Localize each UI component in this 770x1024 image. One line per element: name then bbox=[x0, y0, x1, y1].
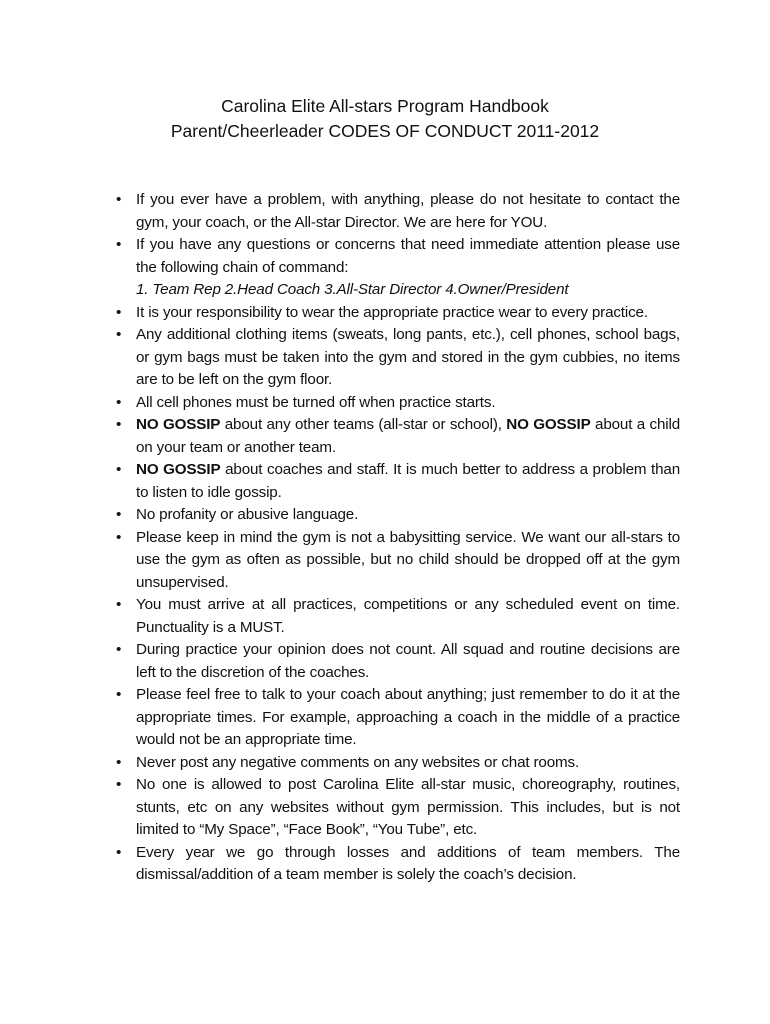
rule-text: It is your responsibility to wear the appropriate practice wear to every practice. bbox=[136, 303, 648, 321]
bullet-icon: • bbox=[116, 303, 122, 321]
rule-text: No one is allowed to post Carolina Elite all-star music, choreography, routines, stunts, etc on any websites without gym permission. This includes, but is not limited to “My Space”, “Face Book”, “You Tube”, etc. bbox=[136, 776, 680, 838]
rule-talk-to-coach bbox=[116, 684, 680, 752]
rule-team-changes bbox=[116, 842, 680, 887]
rule-text: Any additional clothing items (sweats, long pants, etc.), cell phones, school bags, or gym bags must be taken into the gym and stored in the gym cubbies, no items are to be left on the gym floor. bbox=[136, 326, 680, 388]
rule-practice-wear bbox=[116, 302, 680, 325]
rule-not-babysitting bbox=[116, 527, 680, 595]
bullet-icon: • bbox=[116, 641, 122, 658]
rule-text: No profanity or abusive language. bbox=[136, 506, 359, 523]
rule-chain-of-command bbox=[116, 234, 680, 302]
rule-text: Please feel free to talk to your coach about anything; just remember to do it at the appropriate times. For example, approaching a coach in the middle of a practice would not be an appropriate time. bbox=[136, 686, 680, 748]
conduct-rules-list bbox=[0, 189, 770, 887]
rule-text: Please keep in mind the gym is not a babysitting service. We want our all-stars to use the gym as often as possible, but no child should be dropped off at the gym unsupervised. bbox=[136, 528, 680, 591]
bullet-icon: • bbox=[116, 506, 122, 523]
rule-no-profanity bbox=[116, 504, 680, 527]
bullet-icon: • bbox=[116, 686, 122, 703]
rule-no-gossip-teams bbox=[116, 414, 681, 459]
rule-clothing-items bbox=[116, 324, 680, 392]
rule-text: about a child on your team or another team. bbox=[136, 416, 681, 456]
rule-coach-decisions bbox=[116, 639, 680, 684]
bullet-icon: • bbox=[116, 191, 122, 208]
rule-text: During practice your opinion does not count. All squad and routine decisions are left to the discretion of the coaches. bbox=[136, 641, 680, 681]
bullet-icon: • bbox=[116, 753, 122, 771]
rule-text: about any other teams (all-star or school), bbox=[220, 416, 507, 433]
title-line-handbook: Carolina Elite All-stars Program Handbook bbox=[221, 96, 549, 116]
document-title bbox=[0, 94, 770, 144]
rule-no-gossip-staff bbox=[116, 459, 680, 504]
rule-text: about coaches and staff. It is much better to address a problem than to listen to idle gossip. bbox=[136, 461, 680, 501]
bullet-icon: • bbox=[116, 596, 122, 613]
bullet-icon: • bbox=[116, 416, 122, 433]
bullet-icon: • bbox=[116, 393, 122, 411]
rule-emphasis: NO GOSSIP bbox=[136, 416, 221, 433]
rule-text: If you ever have a problem, with anything, please do not hesitate to contact the gym, your coach, or the All-star Director. We are here for YOU. bbox=[136, 191, 680, 231]
rule-no-negative-posts bbox=[116, 752, 680, 775]
rule-text: You must arrive at all practices, competitions or any scheduled event on time. Punctuality is a MUST. bbox=[136, 596, 680, 636]
bullet-icon: • bbox=[116, 528, 122, 546]
rule-cell-phones bbox=[116, 392, 680, 415]
rule-text: If you have any questions or concerns that need immediate attention please use the following chain of command: bbox=[136, 236, 680, 276]
rule-emphasis: NO GOSSIP bbox=[136, 461, 221, 478]
bullet-icon: • bbox=[116, 461, 122, 478]
bullet-icon: • bbox=[116, 843, 122, 861]
rule-contact-gym bbox=[116, 189, 680, 234]
rule-punctuality bbox=[116, 594, 680, 639]
rule-emphasis: NO GOSSIP bbox=[506, 416, 591, 433]
rule-text: Never post any negative comments on any websites or chat rooms. bbox=[136, 753, 580, 771]
rule-no-posting-content bbox=[116, 774, 680, 842]
rule-text: All cell phones must be turned off when practice starts. bbox=[136, 393, 496, 411]
rule-text: Every year we go through losses and additions of team members. The dismissal/addition of a team member is solely the coach’s decision. bbox=[136, 843, 680, 883]
chain-of-command: 1. Team Rep 2.Head Coach 3.All-Star Director 4.Owner/President bbox=[136, 281, 569, 298]
bullet-icon: • bbox=[116, 326, 122, 343]
title-line-codes-of-conduct: Parent/Cheerleader CODES OF CONDUCT 2011-2012 bbox=[170, 121, 600, 141]
bullet-icon: • bbox=[116, 236, 122, 253]
bullet-icon: • bbox=[116, 776, 122, 793]
